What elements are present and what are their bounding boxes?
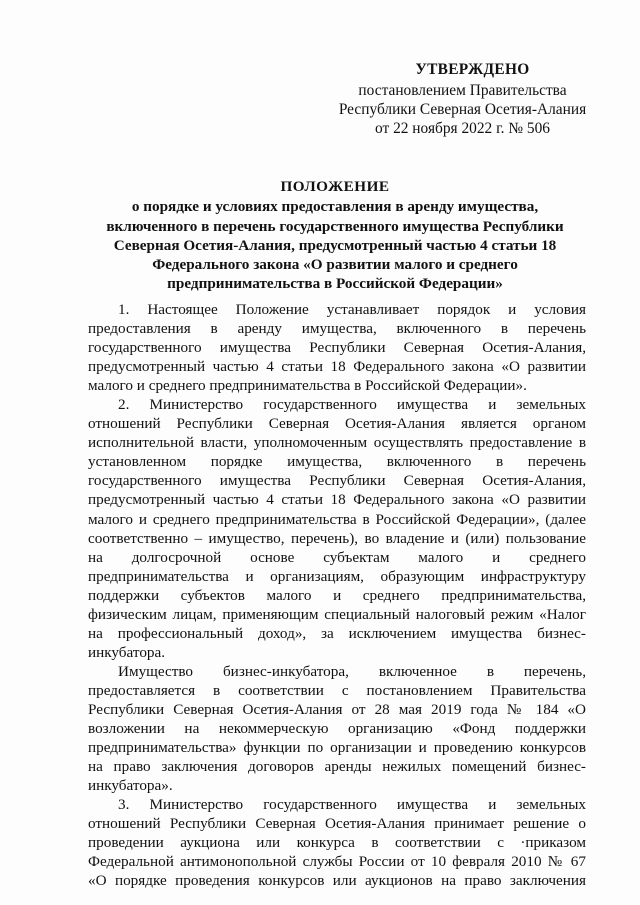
text-line: малого и среднего предпринимательства в Российской Федерации», (далее [88, 510, 586, 528]
text-line: на право заключения договоров аренды нежилых помещений бизнес- [88, 758, 586, 776]
text-line: отношений Республики Северная Осетия-Алания является органом [88, 415, 586, 433]
text-line: отношений Республики Северная Осетия-Алания принимает решение о [88, 815, 586, 833]
text-line: «О порядке проведения конкурсов или аукционов на право заключения [88, 872, 586, 890]
title-subtitle-line: Северная Осетия-Алания, предусмотренный частью 4 статьи 18 [113, 236, 557, 254]
text-line: Имущество бизнес-инкубатора, включенное в перечень, [118, 662, 586, 680]
text-line: поддержки субъектов малого и среднего предпринимательства, [88, 586, 586, 604]
text-line: государственного имущества Республики Северная Осетия-Алания, [88, 472, 586, 490]
text-line: 3. Министерство государственного имущества и земельных [118, 796, 586, 814]
title-subtitle-line: о порядке и условиях предоставления в аренду имущества, [131, 198, 539, 216]
paragraph-2 [88, 395, 586, 662]
text-line: на долгосрочной основе субъектам малого и среднего [88, 548, 586, 566]
approval-heading: УТВЕРЖДЕНО [415, 61, 530, 78]
approval-line: Республики Северная Осетия-Алания [338, 101, 587, 118]
text-line: физическим лицам, применяющим специальный налоговый режим «Налог [88, 605, 586, 623]
text-line: 2. Министерство государственного имущества и земельных [118, 396, 586, 414]
text-line: инкубатора. [88, 643, 166, 661]
approval-stamp [330, 60, 595, 138]
paragraph-3 [88, 795, 586, 890]
text-line: малого и среднего предпринимательства в Российской Федерации». [88, 377, 527, 395]
title-subtitle-line: включенного в перечень государственного имущества Республики [106, 217, 564, 235]
text-line: Республики Северная Осетия-Алания от 28 мая 2019 года № 184 «О [88, 700, 586, 718]
text-line: установленном порядке имущества, включенного в перечень [88, 453, 586, 471]
text-line: соответственно – имущество, перечень), во владение и (или) пользование [88, 529, 586, 547]
text-line: на профессиональный доход», за исключением имущества бизнес- [88, 624, 586, 642]
title-subtitle-line: Федерального закона «О развитии малого и среднего [152, 256, 518, 274]
text-line: предоставляется в соответствии с постановлением Правительства [88, 681, 586, 699]
paragraph-2-continued [88, 662, 586, 795]
document-title [70, 177, 600, 294]
text-line: Федеральной антимонопольной службы России от 10 февраля 2010 № 67 [88, 853, 586, 871]
text-line: предпринимательства» функции по организации и проведению конкурсов [88, 739, 586, 757]
text-line: государственного имущества Республики Северная Осетия-Алания, [88, 339, 586, 357]
title-main: ПОЛОЖЕНИЕ [280, 178, 390, 195]
paragraph-1 [88, 300, 586, 395]
title-subtitle-line: предпринимательства в Российской Федерации» [167, 275, 503, 293]
text-line: исполнительной власти, уполномоченным осуществлять предоставление в [88, 434, 586, 452]
approval-line: постановлением Правительства [358, 82, 567, 99]
document-body [88, 300, 586, 890]
text-line: предусмотренный частью 4 статьи 18 Федерального закона «О развитии [88, 358, 586, 376]
approval-line: от 22 ноября 2022 г. № 506 [375, 120, 550, 137]
text-line: предоставления в аренду имущества, включенного в перечень [88, 320, 586, 338]
text-line: предусмотренный частью 4 статьи 18 Федерального закона «О развитии [88, 491, 586, 509]
text-line: возложении на некоммерческую организацию «Фонд поддержки [88, 720, 586, 738]
text-line: 1. Настоящее Положение устанавливает порядок и условия [118, 301, 586, 318]
text-line: проведении аукциона или конкурса в соответствии с ·приказом [88, 834, 586, 852]
text-line: инкубатора». [88, 777, 173, 795]
text-line: предпринимательства и организациям, образующим инфраструктуру [88, 567, 586, 585]
